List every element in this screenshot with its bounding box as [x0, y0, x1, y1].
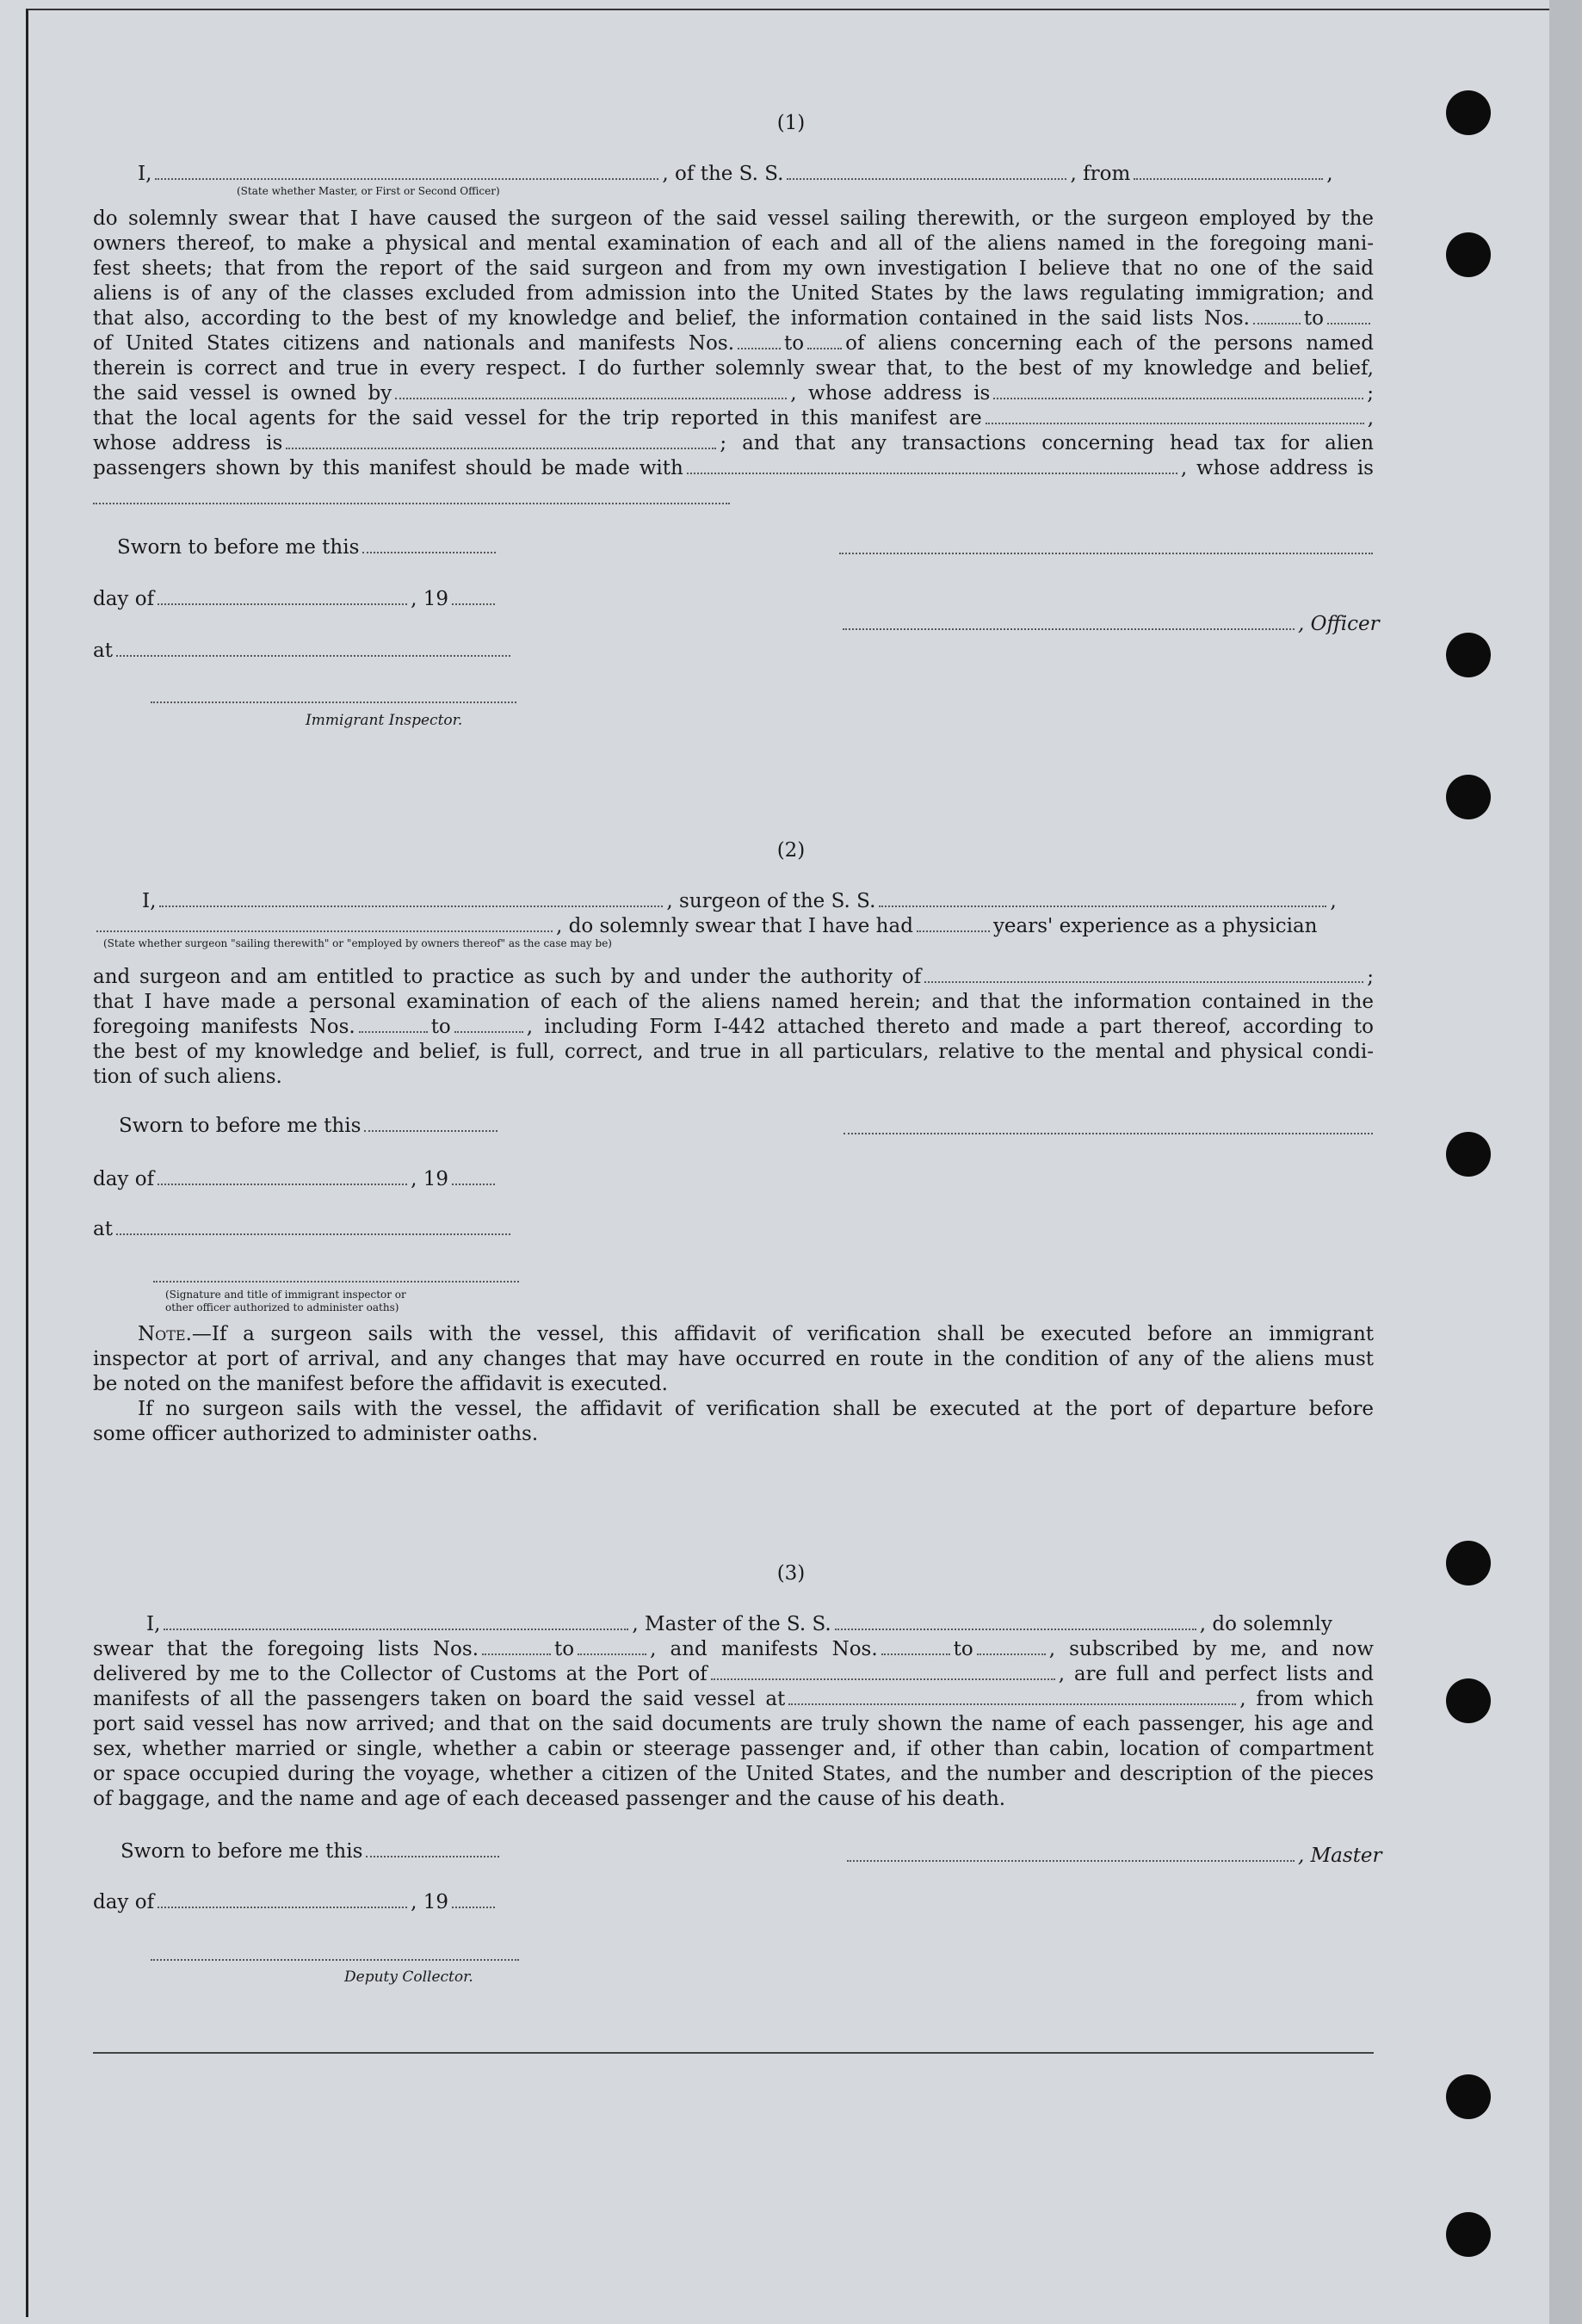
section-number: (1) [776, 112, 806, 134]
paragraph-line: of United States citizens and nationals and manifests Nos. to of aliens concerning each of the persons named [93, 332, 1375, 355]
section-number: (2) [776, 839, 806, 862]
note-line: be noted on the manifest before the affidavit is executed. [93, 1373, 668, 1395]
port-field[interactable] [711, 1665, 1055, 1680]
list-no-to-field[interactable] [1327, 309, 1370, 324]
inspector-signature-line[interactable] [151, 702, 516, 703]
bottom-rule [93, 2052, 1374, 2054]
day-field[interactable] [158, 1893, 407, 1908]
sworn-date-field[interactable] [366, 1842, 499, 1857]
manifest-no-to-field[interactable] [977, 1640, 1046, 1655]
paragraph-line: the said vessel is owned by , whose address is ; [93, 382, 1374, 405]
inspector-label: Immigrant Inspector. [306, 712, 463, 729]
manifest-no-from-field[interactable] [738, 334, 781, 349]
departure-port-field[interactable] [1134, 164, 1323, 180]
paragraph-line: do solemnly swear that I have caused the surgeon of the said vessel sailing therewith, or the surgeon employed by the [93, 207, 1374, 230]
punch-hole [1446, 2212, 1491, 2257]
paragraph-line: swear that the foregoing lists Nos. to , and manifests Nos. to , subscribed by me, and now [93, 1638, 1374, 1660]
surgeon-name-field[interactable] [159, 892, 663, 907]
section-number: (3) [776, 1562, 806, 1585]
sworn-line: Sworn to before me this [119, 1114, 501, 1138]
surgeon-oath-line-2: , do solemnly swear that I have had years' experience as a physician [93, 914, 1317, 938]
sworn-line: Sworn to before me this [117, 535, 499, 559]
agent-address-field[interactable] [286, 434, 716, 449]
year-field[interactable] [452, 1170, 495, 1185]
field-hint: (State whether Master, or First or Second Officer) [237, 185, 500, 197]
signature-line[interactable] [844, 1133, 1373, 1134]
paragraph-line: aliens is of any of the classes excluded from admission into the United States by the laws regulating immigration; and [93, 282, 1374, 305]
owner-field[interactable] [395, 384, 787, 399]
signature-hint: (Signature and title of immigrant inspector or [165, 1289, 406, 1301]
punch-hole [1446, 775, 1491, 819]
officer-signature-field[interactable] [843, 615, 1295, 630]
master-name-field[interactable] [164, 1615, 628, 1630]
punch-hole [1446, 1132, 1491, 1177]
delivery-oath-line-1: I, , Master of the S. S. , do solemnly [146, 1613, 1332, 1635]
manifest-no-to-field[interactable] [454, 1017, 523, 1033]
collector-signature-line[interactable] [151, 1959, 519, 1961]
paragraph-line: manifests of all the passengers taken on board the said vessel at , from which [93, 1688, 1374, 1710]
surgeon-oath-line-1: I, , surgeon of the S. S. , [142, 890, 1337, 912]
year-field[interactable] [452, 590, 495, 605]
vessel-name-field[interactable] [787, 164, 1066, 180]
manifest-no-from-field[interactable] [881, 1640, 950, 1655]
master-signature-field[interactable] [847, 1846, 1295, 1862]
officer-signature-line: , Officer [839, 612, 1380, 636]
vessel-name-field[interactable] [835, 1615, 1196, 1630]
inspector-signature-line[interactable] [153, 1281, 519, 1283]
signature-line[interactable] [839, 553, 1373, 554]
owner-address-field[interactable] [993, 384, 1363, 399]
sworn-date-field[interactable] [364, 1116, 497, 1132]
paragraph-line: and surgeon and am entitled to practice as such by and under the authority of ; [93, 966, 1374, 988]
punch-hole [1446, 2074, 1491, 2119]
signature-hint: other officer authorized to administer oaths) [165, 1301, 399, 1313]
local-agents-field[interactable] [986, 409, 1364, 424]
years-field[interactable] [917, 917, 990, 932]
note-line: inspector at port of arrival, and any changes that may have occurred en route in the condition of any of the aliens must [93, 1348, 1374, 1370]
day-field[interactable] [158, 1170, 407, 1185]
paragraph-line: whose address is ; and that any transactions concerning head tax for alien [93, 432, 1374, 454]
paragraph-line: port said vessel has now arrived; and that on the said documents are truly shown the name of each passenger, his age and [93, 1713, 1374, 1735]
list-no-from-field[interactable] [1253, 309, 1301, 324]
place-field[interactable] [116, 641, 510, 657]
paragraph-line: delivered by me to the Collector of Customs at the Port of , are full and perfect lists and [93, 1663, 1374, 1685]
paragraph-line: or space occupied during the voyage, whether a citizen of the United States, and the number and description of the pieces [93, 1763, 1374, 1785]
punch-hole [1446, 1678, 1491, 1723]
note-line: If no surgeon sails with the vessel, the affidavit of verification shall be executed at the port of departure before [138, 1398, 1374, 1420]
list-no-from-field[interactable] [482, 1640, 551, 1655]
head-tax-contact-field[interactable] [687, 459, 1177, 474]
paragraph-line: fest sheets; that from the report of the said surgeon and from my own investigation I believe that no one of the said [93, 257, 1374, 280]
paragraph-line: that the local agents for the said vessel for the trip reported in this manifest are , [93, 407, 1374, 430]
master-signature-line: , Master [844, 1844, 1382, 1868]
paragraph-line: sex, whether married or single, whether a cabin or steerage passenger and, if other than cabin, location of compartment [93, 1738, 1374, 1760]
sworn-line: Sworn to before me this [121, 1839, 503, 1864]
punch-hole [1446, 232, 1491, 277]
day-line: day of , 19 [93, 1167, 498, 1191]
year-field[interactable] [452, 1893, 495, 1908]
paragraph-line: owners thereof, to make a physical and mental examination of each and all of the aliens named in the foregoing mani- [93, 232, 1374, 255]
page-edge [1549, 0, 1582, 2324]
paragraph-line: passengers shown by this manifest should be made with , whose address is [93, 457, 1374, 479]
note-line: some officer authorized to administer oaths. [93, 1423, 539, 1445]
place-field[interactable] [116, 1220, 510, 1235]
paragraph-line: foregoing manifests Nos. to , including Form I-442 attached thereto and made a part thereof, according to [93, 1016, 1374, 1038]
paragraph-line: the best of my knowledge and belief, is full, correct, and true in all particulars, relative to the mental and physical condi- [93, 1041, 1374, 1063]
sworn-date-field[interactable] [362, 538, 496, 553]
paragraph-line: tion of such aliens. [93, 1066, 282, 1088]
day-field[interactable] [158, 590, 407, 605]
manifest-no-to-field[interactable] [807, 334, 842, 349]
manifest-no-from-field[interactable] [359, 1017, 428, 1033]
list-no-to-field[interactable] [578, 1640, 646, 1655]
note-line: Note.—If a surgeon sails with the vessel, this affidavit of verification shall be executed before an immigrant [138, 1323, 1374, 1345]
place-line: at [93, 639, 514, 663]
punch-hole [1446, 633, 1491, 677]
authority-field[interactable] [924, 967, 1363, 983]
address-field[interactable] [93, 503, 730, 504]
place-line: at [93, 1217, 514, 1241]
vessel-name-field[interactable] [879, 892, 1326, 907]
day-line: day of , 19 [93, 1890, 498, 1914]
day-line: day of , 19 [93, 587, 498, 611]
embarkation-port-field[interactable] [788, 1690, 1236, 1705]
collector-label: Deputy Collector. [344, 1969, 473, 1986]
paragraph-line: of baggage, and the name and age of each deceased passenger and the cause of his death. [93, 1788, 1006, 1810]
paragraph-line: that I have made a personal examination of each of the aliens named herein; and that the information contained in the [93, 991, 1374, 1013]
paragraph-line: that also, according to the best of my knowledge and belief, the information contained in the said lists Nos. to [93, 306, 1374, 331]
field-hint: (State whether surgeon "sailing therewith" or "employed by owners thereof" as the case may be) [103, 937, 612, 949]
paragraph-line: therein is correct and true in every respect. I do further solemnly swear that, to the best of my knowledge and belief, [93, 357, 1374, 380]
officer-name-field[interactable] [155, 164, 658, 180]
surgeon-status-field[interactable] [96, 917, 553, 932]
master-oath-line-1: I, , of the S. S. , from , [138, 163, 1333, 185]
